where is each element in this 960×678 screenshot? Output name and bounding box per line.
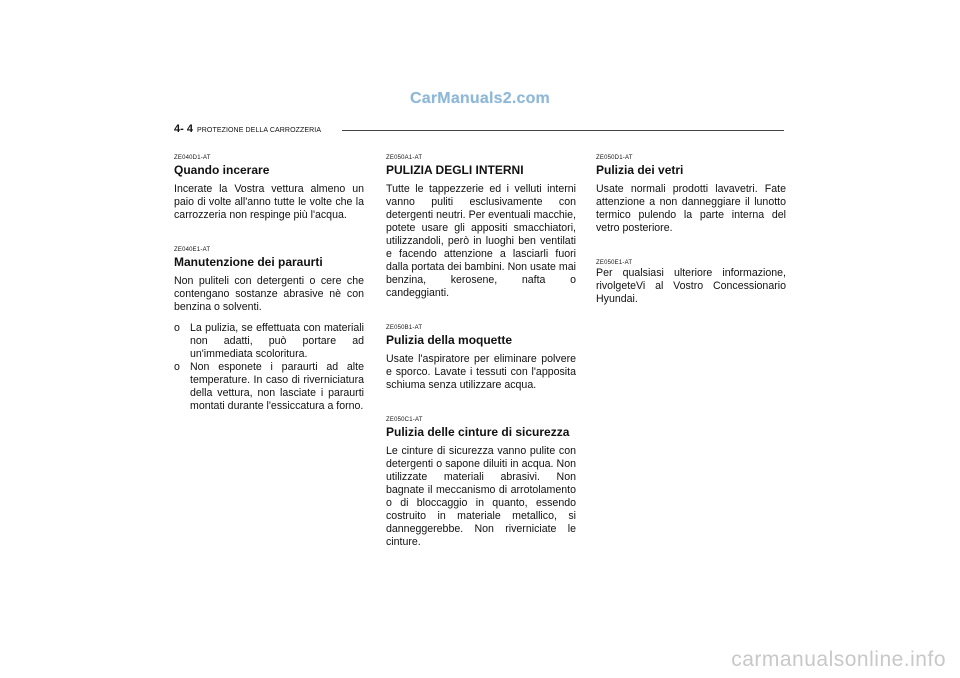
section-paragraph: Non puliteli con detergenti o cere che contengano sostanze abrasive nè con benzina o solventi. <box>174 275 364 313</box>
section-code: ZE050B1-AT <box>386 325 423 331</box>
section-paragraph: Incerate la Vostra vettura almeno un paio di volte all'anno tutte le volte che la carrozzeria non respinge più l'acqua. <box>174 183 364 221</box>
section-code: ZE050D1-AT <box>596 155 633 161</box>
list-item-text: Non esponete i paraurti ad alte temperature. In caso di riverniciatura della vettura, non lasciate i paraurti montati durante l'essiccatura a forno. <box>190 361 364 412</box>
section-code: ZE050E1-AT <box>596 260 633 266</box>
section-title: PULIZIA DEGLI INTERNI <box>386 163 524 177</box>
section-title: Quando incerare <box>174 163 270 177</box>
section-title: Pulizia dei vetri <box>596 163 684 177</box>
section-carpet-cleaning <box>386 324 576 392</box>
section-paragraph: Per qualsiasi ulteriore informazione, rivolgeteVi al Vostro Concessionario Hyundai. <box>596 267 786 305</box>
bullet-list <box>174 322 364 413</box>
list-item <box>174 361 364 413</box>
section-dealer-info <box>596 259 786 306</box>
section-title: PROTEZIONE DELLA CARROZZERIA <box>196 127 322 134</box>
bullet-mark: o <box>174 322 180 334</box>
section-waxing <box>174 154 364 222</box>
page-number: 4- 4 <box>174 123 193 135</box>
column-3 <box>596 154 786 330</box>
watermark-bottom: carmanualsonline.info <box>731 648 946 671</box>
column-1 <box>174 154 364 437</box>
header-rule <box>342 130 784 131</box>
section-interior-cleaning <box>386 154 576 300</box>
section-paragraph: Le cinture di sicurezza vanno pulite con detergenti o sapone diluiti in acqua. Non utilizzate materiali abrasivi. Non bagnate il meccanismo di arrotolamento o di bloccaggio in quanto, essendo costruito in materiale metallico, si danneggerebbe. Non riverniciate le cinture. <box>386 445 576 548</box>
section-bumpers <box>174 246 364 413</box>
section-title: Pulizia della moquette <box>386 333 513 347</box>
bullet-mark: o <box>174 361 180 373</box>
section-code: ZE040D1-AT <box>174 155 211 161</box>
page-header <box>174 123 321 135</box>
section-title: Manutenzione dei paraurti <box>174 255 323 269</box>
section-code: ZE040E1-AT <box>174 247 211 253</box>
section-paragraph: Tutte le tappezzerie ed i velluti interni vanno puliti esclusivamente con detergenti neutri. Per eventuali macchie, potete usare gli appositi smacchiatori, utilizzandoli, però in luoghi ben ventilati e facendo attenzione a lasciarli fuori dalla portata dei bambini. Non usate mai benzina, kerosene, nafta o candeggianti. <box>386 183 576 299</box>
list-item-text: La pulizia, se effettuata con materiali non adatti, può portare ad un'immediata scoloritura. <box>190 322 364 360</box>
section-seatbelt-cleaning <box>386 416 576 549</box>
section-title: Pulizia delle cinture di sicurezza <box>386 425 570 439</box>
list-item <box>174 322 364 361</box>
section-code: ZE050C1-AT <box>386 417 423 423</box>
column-2 <box>386 154 576 573</box>
watermark-top: CarManuals2.com <box>410 90 550 107</box>
section-code: ZE050A1-AT <box>386 155 423 161</box>
section-paragraph: Usate normali prodotti lavavetri. Fate attenzione a non danneggiare il lunotto termico pulendo la parte interna del vetro posteriore. <box>596 183 786 234</box>
section-paragraph: Usate l'aspiratore per eliminare polvere e sporco. Lavate i tessuti con l'apposita schiuma senza utilizzare acqua. <box>386 353 576 391</box>
section-glass-cleaning <box>596 154 786 235</box>
